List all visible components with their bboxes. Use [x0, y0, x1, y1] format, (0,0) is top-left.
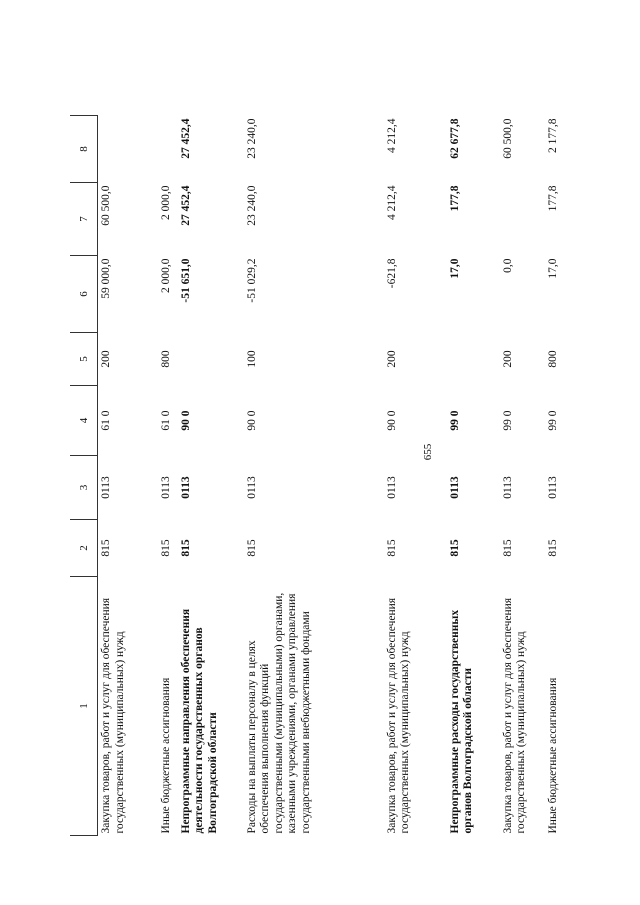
column-header-1: 1 — [70, 577, 98, 836]
cell-col2: 815 — [100, 539, 112, 557]
cell-col6: -51 029,2 — [245, 258, 258, 303]
table-row — [98, 116, 158, 836]
cell-col3: 0113 — [448, 476, 461, 499]
cell-col2: 815 — [245, 539, 258, 557]
cell-col4: 90 0 — [245, 410, 258, 431]
table-row — [384, 116, 447, 836]
cell-col2: 815 — [501, 539, 514, 557]
cell-col4: 61 0 — [159, 410, 172, 431]
cell-col3: 0113 — [179, 476, 192, 499]
cell-col7 — [500, 183, 545, 256]
cell-col6: 59 000,0 — [100, 258, 112, 299]
cell-col3: 0113 — [546, 476, 559, 499]
cell-col5: 200 — [100, 350, 112, 368]
cell-col8: 4 212,4 — [385, 118, 398, 153]
cell-col8 — [98, 116, 158, 183]
table-row — [545, 116, 575, 836]
cell-col3: 0113 — [245, 476, 258, 499]
cell-col2: 815 — [159, 539, 172, 557]
cell-col2: 815 — [385, 539, 398, 557]
cell-col8 — [158, 116, 178, 183]
cell-col6: 17,0 — [448, 258, 461, 279]
budget-table — [70, 115, 575, 836]
cell-col7: 177,8 — [448, 185, 461, 212]
table-row — [447, 116, 500, 836]
cell-col7: 2 000,0 — [159, 185, 172, 220]
column-header-2: 2 — [70, 520, 98, 577]
row-name: Закупка товаров, работ и услуг для обеспечения государственных (муниципальных) нужд — [501, 597, 527, 834]
cell-col3: 0113 — [100, 476, 112, 499]
table-row — [178, 116, 244, 836]
cell-col8: 60 500,0 — [501, 118, 514, 159]
cell-col6: -51 651,0 — [179, 258, 192, 303]
cell-col2: 815 — [448, 539, 461, 557]
cell-col7: 23 240,0 — [245, 185, 258, 226]
rotated-table-sheet — [70, 116, 590, 836]
table-row — [500, 116, 545, 836]
cell-col8: 2 177,8 — [546, 118, 559, 153]
cell-col4: 99 0 — [546, 410, 559, 431]
page-number: 655 — [422, 443, 434, 461]
column-header-5: 5 — [70, 333, 98, 386]
cell-col4: 99 0 — [501, 410, 514, 431]
column-header-6: 6 — [70, 256, 98, 333]
cell-col7: 177,8 — [546, 185, 559, 212]
cell-col5: 800 — [159, 350, 172, 368]
column-header-7: 7 — [70, 183, 98, 256]
row-name: Закупка товаров, работ и услуг для обеспечения государственных (муниципальных) нужд — [100, 597, 126, 834]
cell-col3: 0113 — [385, 476, 398, 499]
row-name: Непрограммные направления обеспечения деятельности государственных органов Волгоградской области — [179, 608, 219, 834]
cell-col5: 200 — [385, 350, 398, 368]
cell-col8: 23 240,0 — [245, 118, 258, 159]
column-header-3: 3 — [70, 456, 98, 520]
cell-col5 — [178, 333, 244, 386]
cell-col4: 90 0 — [385, 410, 398, 431]
cell-col4: 90 0 — [179, 410, 192, 431]
cell-col6: 0,0 — [501, 258, 514, 273]
row-name: Закупка товаров, работ и услуг для обеспечения государственных (муниципальных) нужд — [385, 597, 411, 834]
cell-col8: 27 452,4 — [179, 118, 192, 159]
table-row — [158, 116, 178, 836]
cell-col8: 62 677,8 — [448, 118, 461, 159]
row-name: Иные бюджетные ассигнования — [546, 677, 559, 834]
cell-col3: 0113 — [159, 476, 172, 499]
cell-col2: 815 — [546, 539, 559, 557]
cell-col6: 17,0 — [546, 258, 559, 279]
cell-col2: 815 — [179, 539, 192, 557]
header-row — [70, 116, 98, 836]
cell-col4: 61 0 — [100, 410, 112, 431]
cell-col6: 2 000,0 — [159, 258, 172, 293]
cell-col7: 4 212,4 — [385, 185, 398, 220]
column-header-4: 4 — [70, 386, 98, 456]
cell-col6: -621,8 — [385, 258, 398, 289]
cell-col7: 27 452,4 — [179, 185, 192, 226]
row-name: Непрограммные расходы государственных органов Волгоградской области — [448, 609, 474, 834]
row-name: Расходы на выплаты персоналу в целях обеспечения выполнения функций государственными (муниципальными) органами, казенными учреждениями, органами управления государственными внебюджетными фондами — [245, 592, 312, 834]
cell-col5: 800 — [546, 350, 559, 368]
cell-col7: 60 500,0 — [100, 185, 112, 226]
column-header-8: 8 — [70, 116, 98, 183]
cell-col5: 200 — [501, 350, 514, 368]
row-name: Иные бюджетные ассигнования — [159, 677, 172, 834]
cell-col4: 99 0 — [448, 410, 461, 431]
table-row — [244, 116, 384, 836]
cell-col5 — [447, 333, 500, 386]
cell-col5: 100 — [245, 350, 258, 368]
cell-col3: 0113 — [501, 476, 514, 499]
